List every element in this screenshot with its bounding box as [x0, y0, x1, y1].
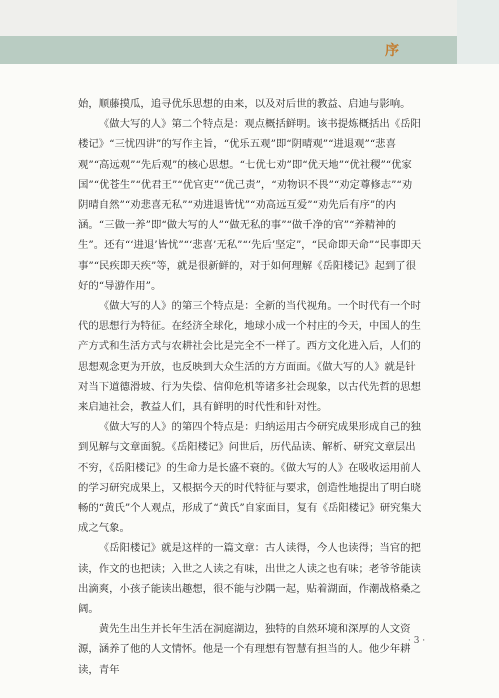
running-head-title: 序 [385, 43, 399, 59]
paragraph-yueyang-essay: 《岳阳楼记》就是这样的一篇文章：古人读得，今人也读得；当官的把读，作文的也把读；入世之人读之有味，出世之人读之也有味；老爷爷能读出滴爽，小孩子能读出趣想，很不能与沙隅一起，贴着湖面，作潮战格桑之阔。 [78, 542, 421, 616]
paragraph-fourth-feature: 《做大写的人》的第四个特点是：归纳运用古今研究成果形成自己的独到见解与文章面貌。《岳阳楼记》问世后，历代品读、解析、研究文章层出不穷，《岳阳楼记》的生命力是长盛不衰的。《做大写的人》在吸收运用前人的学习研究成果上，又根据今天的时代特征与要求，创造性地提出了明白晓畅的“黄氏”个人观点，形成了“黄氏”自家面目，复有《岳阳楼记》研究集大成之气象。 [78, 421, 422, 535]
page-number: · 3 · [408, 636, 426, 646]
header-corner-block [457, 0, 499, 64]
paragraph-continuation: 始，顺藤摸瓜，追寻优乐思想的由来，以及对后世的教益、启迪与影响。 [78, 98, 411, 110]
paragraph-second-feature: 《做大写的人》第二个特点是：观点概括鲜明。该书提炼概括出《岳阳楼记》“三忧四讲”的写作主旨，“优乐五观”即“阴晴观”“进退观”“悲喜观”“高远观”“先后观”的核心思想。“七优七劝”即“优天地”“优社稷”“优家国”“优苍生”“优君王”“优官吏”“优己责”，“劝物识不畏”“劝定尊修志”“劝阴晴自然”“劝悲喜无私”“劝进退皆忧”“劝高远互爱”“劝先后有序”的内涵。“三做一养”即“做大写的人”“做无私的事”“做千净的官”“养精神的生”。还有“‘进退’皆忧”“‘悲喜’无私”“‘先后’坚定”，“民命即天命”“民事即天事”“民疾即天疾”等，就是很新鲜的，对于如何理解《岳阳楼记》起到了很好的“导游作用”。 [78, 118, 422, 292]
paragraph-third-feature: 《做大写的人》的第三个特点是：全新的当代视角。一个时代有一个时代的思想行为特征。在经济全球化，地球小成一个村庄的今天，中国人的生产方式和生活方式与农耕社会比是完全不一样了。西方文化进入后，人们的思想观念更为开放，也反映到大众生活的方方面面。《做大写的人》就是针对当下道德滑坡、行为失偿、信仰危机等诸多社会现象，以古代先哲的思想来启迪社会，教益人们，具有鲜明的时代性和针对性。 [78, 300, 421, 414]
body-text [78, 94, 422, 680]
paragraph-author-bio: 黄先生出生并长年生活在洞庭湖边，独特的自然环境和深厚的人文资源，涵养了他的人文情怀。他是一个有理想有智慧有担当的人。他少年耕读，青年 [78, 623, 411, 676]
